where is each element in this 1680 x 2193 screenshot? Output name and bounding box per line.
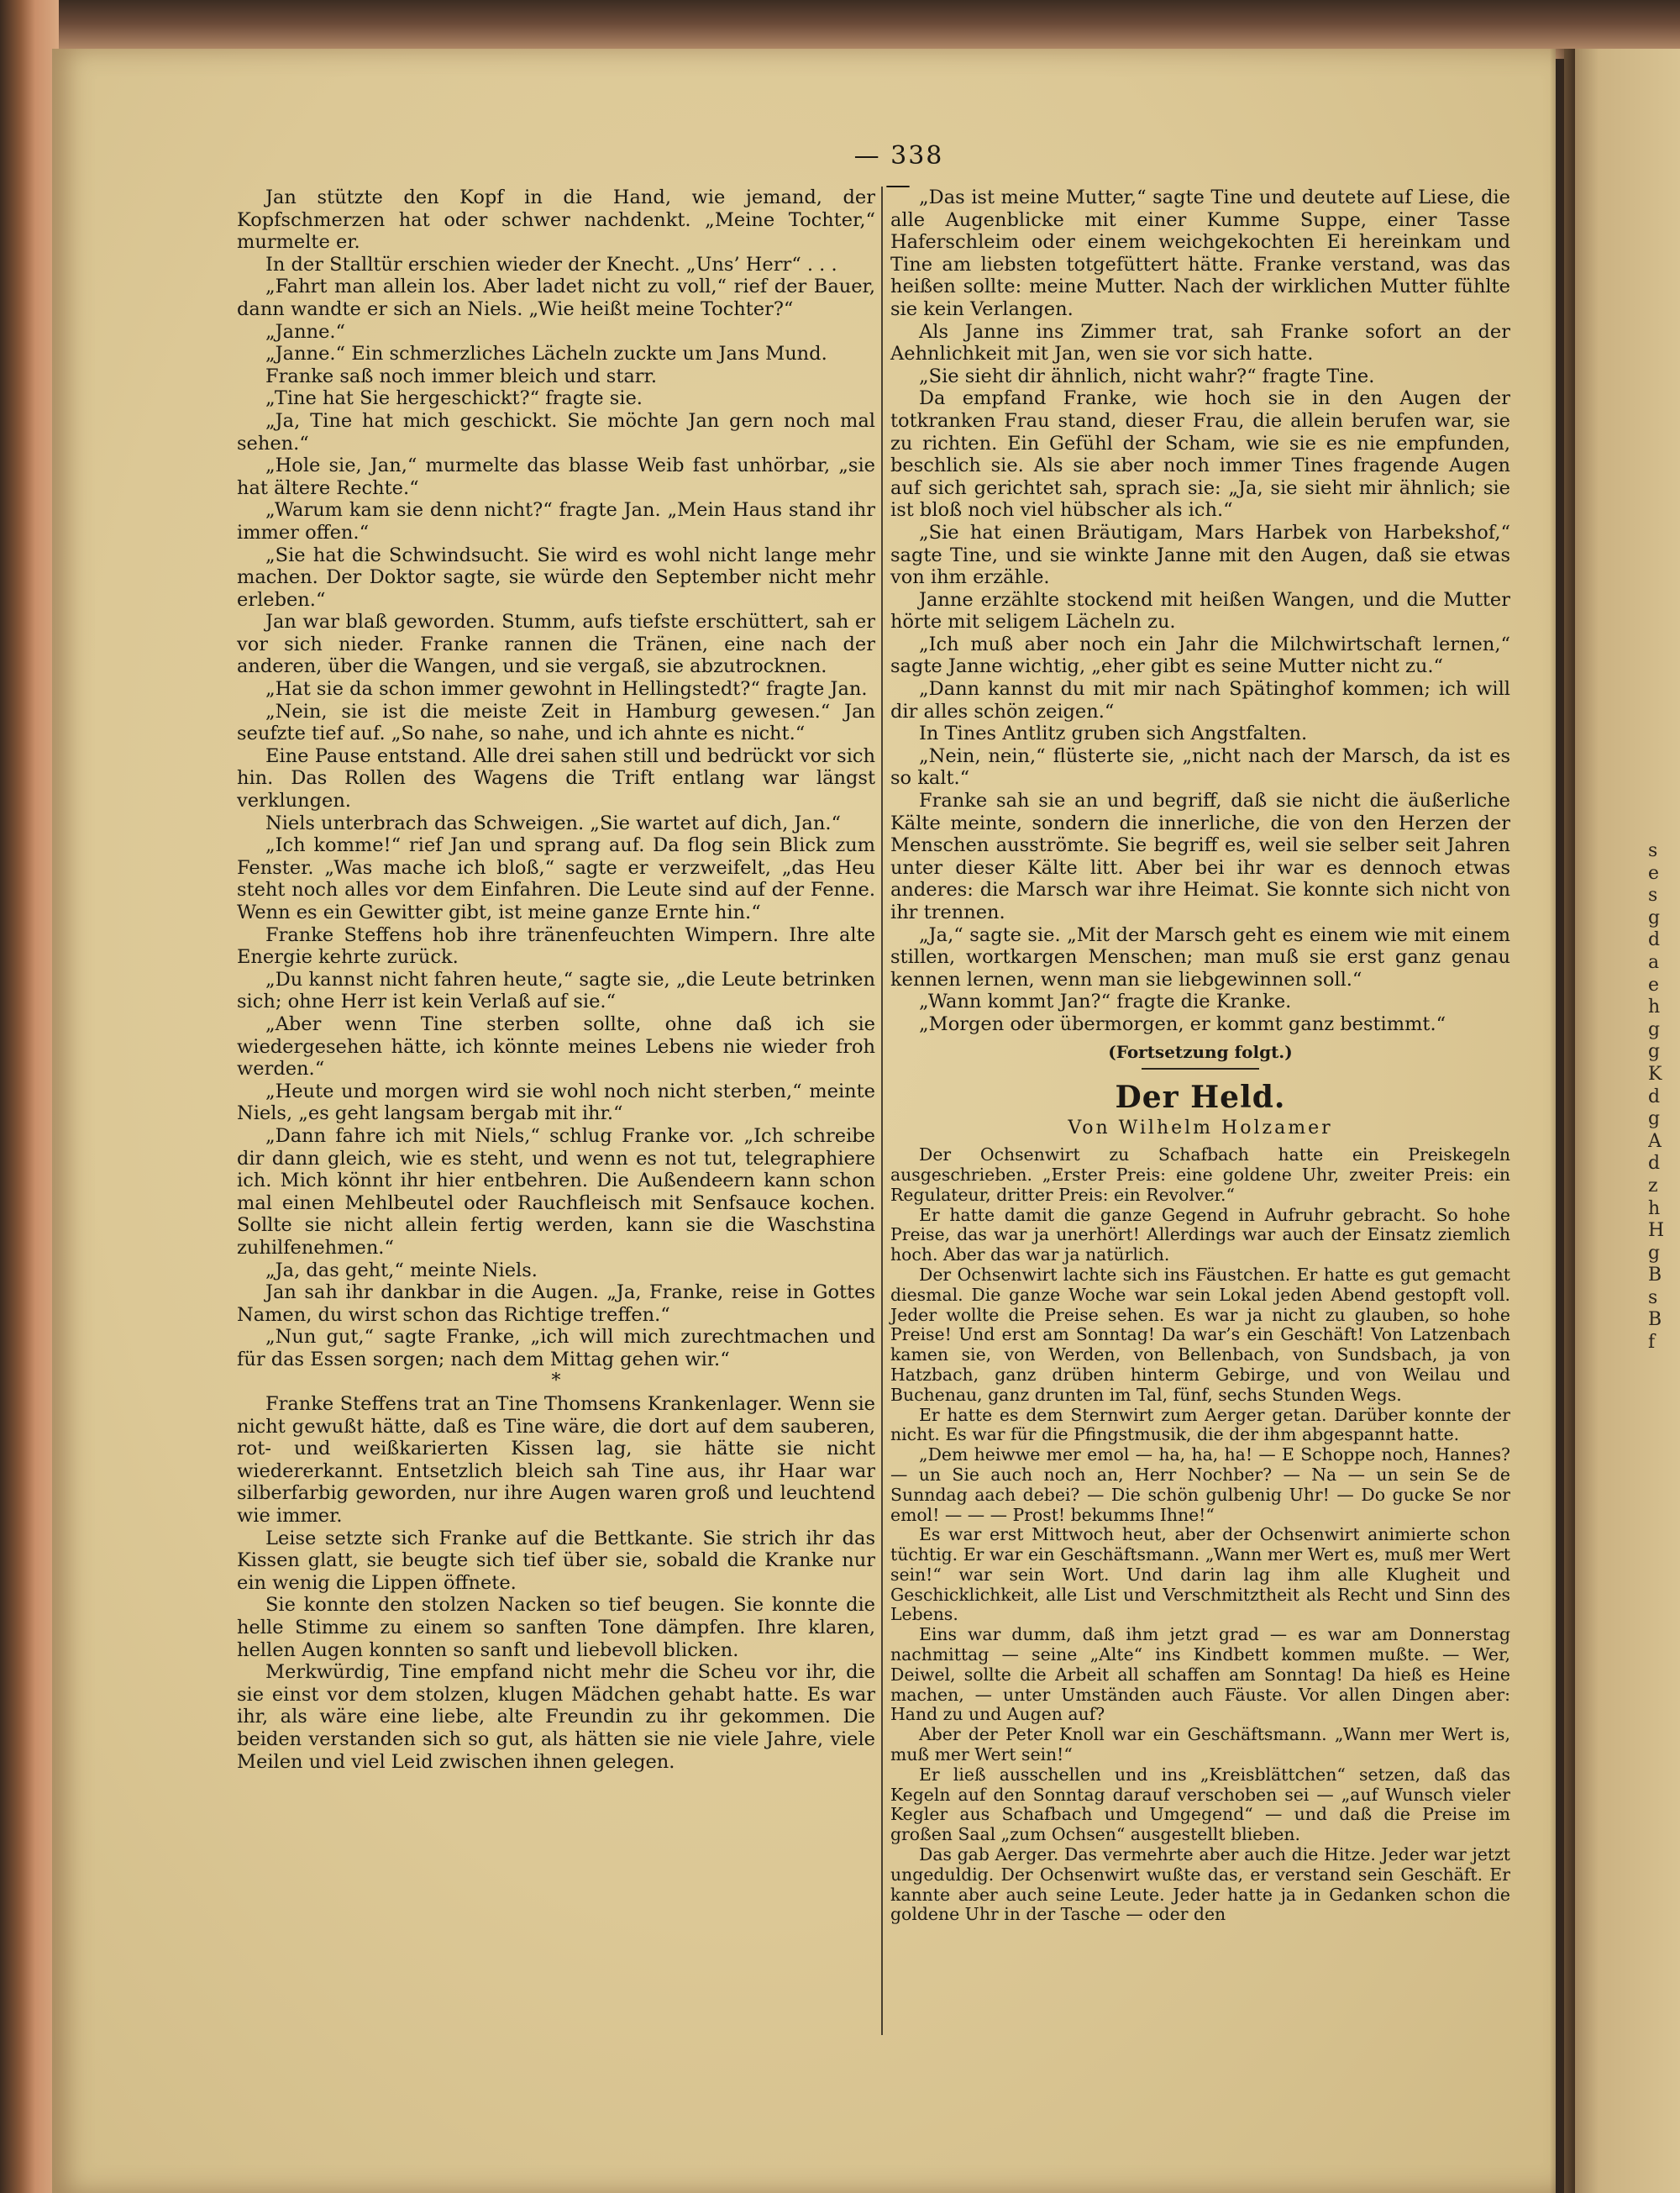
paragraph: „Hole sie, Jan,“ murmelte das blasse Weib fast unhörbar, „sie hat ältere Rechte.“ [237,455,875,499]
paragraph: Das gab Aerger. Das vermehrte aber auch die Hitze. Jeder war jetzt ungeduldig. Der Ochsenwirt wußte das, er verstand sein Geschäft. Er kannte aber auch seine Leute. Jeder hatte ja in Gedanken schon die goldene Uhr in der Tasche — oder den [890,1844,1510,1925]
serial-continuation [890,187,1510,1036]
paragraph: „Ich muß aber noch ein Jahr die Milchwirtschaft lernen,“ sagte Janne wichtig, „eher gibt es seine Mutter nicht zu.“ [890,633,1510,678]
paragraph: „Aber wenn Tine sterben sollte, ohne daß ich sie wiedergesehen hätte, ich könnte meines Lebens nie wieder froh werden.“ [237,1012,875,1081]
paragraph: Es war erst Mittwoch heut, aber der Ochsenwirt animierte schon tüchtig. Er war ein Geschäftsmann. „Wann mer Wert es, muß mer Wert sein!“ war sein Wort. Und darin lag ihm alle Klugheit und Geschicklichkeit, alle List und Verschmitztheit als Recht und Sinn des Lebens. [890,1524,1510,1625]
paragraph: „Ja,“ sagte sie. „Mit der Marsch geht es einem wie mit einem stillen, wortkargen Menschen; man muß sie erst ganz genau kennen lernen, wenn man sie liebgewinnen soll.“ [890,923,1510,991]
page-number: — 338 — [853,141,944,200]
paragraph: „Heute und morgen wird sie wohl noch nicht sterben,“ meinte Niels, „es geht langsam bergab mit ihr.“ [237,1080,875,1125]
paragraph: „Dann fahre ich mit Niels,“ schlug Franke vor. „Ich schreibe dir dann gleich, wie es steht, und wenn es not tut, telegraphiere ich. Mich könnt ihr hier entbehren. Die Außendeern kann schon mal einen Mehlbeutel oder Rauchfleisch mit Senfsauce kochen. Sollte sie nicht allein fertig werden, kann sie die Waschstina zuhilfenehmen.“ [237,1124,875,1259]
continuation-note: (Fortsetzung folgt.) [1108,1041,1293,1062]
paragraph: Da empfand Franke, wie hoch sie in den Augen der totkranken Frau stand, dieser Frau, die allein berufen war, sie zu richten. Ein Gefühl der Scham, wie sie es nie empfunden, beschlich sie. Als sie aber noch immer Tines fragende Augen auf sich gerichtet sah, sprach sie: „Ja, sie sieht mir ähnlich; sie ist bloß noch viel hübscher als ich.“ [890,387,1510,522]
edge-fragment: e [1648,974,1660,996]
paragraph: „Hat sie da schon immer gewohnt in Hellingstedt?“ fragte Jan. [265,678,868,701]
paragraph: Sie konnte den stolzen Nacken so tief beugen. Sie konnte die helle Stimme zu einem so sanften Tone dämpfen. Ihre klaren, hellen Augen konnten so sanft und liebevoll blicken. [237,1594,875,1661]
section-separator: * [551,1370,561,1392]
edge-fragment: z [1648,1175,1658,1196]
edge-fragment: g [1648,1242,1661,1264]
paragraph: „Dem heiwwe mer emol — ha, ha, ha! — E Schoppe noch, Hannes? — un Sie auch noch an, Herr Nochber? — Na — un sein Se de Sunndag aach debei? — Die schön gulbenig Uhr! — Do gucke Se nor emol! — — — Prost! bekumms Ihne!“ [890,1444,1510,1525]
edge-fragment: a [1648,951,1660,973]
paragraph: „Nein, nein,“ flüsterte sie, „nicht nach der Marsch, da ist es so kalt.“ [890,744,1510,790]
paragraph: Eine Pause entstand. Alle drei sahen still und bedrückt vor sich hin. Das Rollen des Wagens die Trift entlang war längst verklungen. [237,744,875,813]
paragraph: Eins war dumm, daß ihm jetzt grad — es war am Donnerstag nachmittag — seine „Alte“ ins Kindbett kommen mußte. — Wer, Deiwel, sollte die Arbeit all schaffen am Sonntag! Da hieß es Heine machen, — unter Umständen auch Fäuste. Vor allen Dingen aber: Hand zu und Augen auf? [890,1624,1510,1725]
paragraph: Aber der Peter Knoll war ein Geschäftsmann. „Wann mer Wert is, muß mer Wert sein!“ [890,1724,1510,1765]
paragraph: „Sie hat einen Bräutigam, Mars Harbek von Harbekshof,“ sagte Tine, und sie winkte Janne mit den Augen, daß sie etwas von ihm erzähle. [890,521,1510,589]
edge-fragment: d [1648,929,1661,951]
paragraph: „Ja, Tine hat mich geschickt. Sie möchte Jan gern noch mal sehen.“ [237,409,875,455]
paragraph: Jan stützte den Kopf in die Hand, wie jemand, der Kopfschmerzen hat oder schwer nachdenkt. „Meine Tochter,“ murmelte er. [237,187,875,254]
edge-fragment: h [1648,1197,1661,1219]
edge-fragment: g [1648,1108,1661,1130]
paragraph: „Janne.“ Ein schmerzliches Lächeln zuckte um Jans Mund. [265,343,827,366]
edge-fragment: H [1648,1220,1665,1242]
gutter-shadow [1550,49,1575,2193]
right-column [890,187,1510,1925]
paragraph: In der Stalltür erschien wieder der Knecht. „Uns’ Herr“ . . . [265,253,837,276]
paragraph: Er hatte es dem Sternwirt zum Aerger getan. Darüber konnte der nicht. Es war für die Pfingstmusik, die der ihm abgespannt hatte. [890,1404,1510,1445]
paragraph: „Sie hat die Schwindsucht. Sie wird es wohl nicht lange mehr machen. Der Doktor sagte, sie würde den September nicht mehr erleben.“ [237,544,875,611]
story-body [890,1145,1510,1925]
paragraph: „Nun gut,“ sagte Franke, „ich will mich zurechtmachen und für das Essen sorgen; nach dem Mittag gehen wir.“ [237,1326,875,1370]
paragraph: „Wann kommt Jan?“ fragte die Kranke. [919,991,1292,1013]
edge-fragment: s [1648,885,1658,907]
paragraph: „Dann kannst du mit mir nach Spätinghof kommen; ich will dir alles schön zeigen.“ [890,678,1510,723]
edge-fragment: s [1648,1286,1658,1308]
paragraph: Franke Steffens trat an Tine Thomsens Krankenlager. Wenn sie nicht gewußt hätte, daß es Tine wäre, die dort auf dem sauberen, rot- und weißkarierten Kissen lag, sie hätte sie nicht wiedererkannt. Entsetzlich bleich sah Tine aus, ihr Haar war silberfarbig geworden, nur ihre Augen waren groß und leuchtend wie immer. [237,1393,875,1528]
paragraph: Janne erzählte stockend mit heißen Wangen, und die Mutter hörte mit seligem Lächeln zu. [890,588,1510,634]
edge-fragment: f [1648,1332,1656,1354]
paragraph: „Nein, sie ist die meiste Zeit in Hamburg gewesen.“ Jan seufzte tief auf. „So nahe, so nahe, und ich ahnte es nicht.“ [237,700,875,745]
paragraph: „Ja, das geht,“ meinte Niels. [265,1259,538,1281]
paragraph: Leise setzte sich Franke auf die Bettkante. Sie strich ihr das Kissen glatt, sie beugte sich tief über sie, sobald die Kranke nur ein wenig die Lippen öffnete. [237,1527,875,1594]
paragraph: „Janne.“ [265,320,346,343]
facing-page-fragments [1648,840,1680,1849]
paragraph: Der Ochsenwirt lachte sich ins Fäustchen. Er hatte es gut gemacht diesmal. Die ganze Woche war sein Lokal jeden Abend gestopft voll. Jeder wollte die Preise sehen. Es war ja nicht zu glauben, so hohe Preise! Und erst am Sonntag! Da war’s ein Geschäft! Von Latzenbach kamen sie, von Werden, von Bellenbach, von Sundsbach, ja von Hatzbach, ganz drüben hinterm Gebirge, und von Weilau und Buchenau, ganz drunten im Tal, fünf, sechs Stunden Wegs. [890,1264,1510,1405]
story-title: Der Held. [1115,1080,1286,1116]
edge-fragment: K [1648,1063,1662,1085]
paragraph: „Du kannst nicht fahren heute,“ sagte sie, „die Leute betrinken sich; ohne Herr ist kein Verlaß auf sie.“ [237,968,875,1013]
paragraph: Merkwürdig, Tine empfand nicht mehr die Scheu vor ihr, die sie einst vor dem stolzen, klugen Mädchen gehabt hatte. Es war ihr, als wäre eine liebe, alte Freundin zu ihr gekommen. Die beiden verstanden sich so gut, als hätten sie nie viele Jahre, viele Meilen und viel Leid zwischen ihnen gelegen. [237,1661,875,1773]
paragraph: „Sie sieht dir ähnlich, nicht wahr?“ fragte Tine. [919,365,1375,387]
left-column [237,187,875,1773]
paragraph: Jan sah ihr dankbar in die Augen. „Ja, Franke, reise in Gottes Namen, du wirst schon das Richtige treffen.“ [237,1281,875,1326]
edge-fragment: g [1648,1018,1661,1040]
paragraph: Der Ochsenwirt zu Schafbach hatte ein Preiskegeln ausgeschrieben. „Erster Preis: eine goldene Uhr, zweiter Preis: ein Regulateur, dritter Preis: ein Revolver.“ [890,1144,1510,1205]
edge-fragment: d [1648,1086,1661,1107]
edge-fragment: g [1648,907,1661,928]
paragraph: Niels unterbrach das Schweigen. „Sie wartet auf dich, Jan.“ [265,812,841,834]
paragraph: „Das ist meine Mutter,“ sagte Tine und deutete auf Liese, die alle Augenblicke mit einer Kumme Suppe, einer Tasse Haferschleim oder einem weichgekochten Ei hereinkam und Tine am liebsten totgefüttert hätte. Franke verstand, was das heißen sollte: meine Mutter. Nach der wirklichen Mutter fühlte sie kein Verlangen. [890,187,1510,320]
paragraph: Jan war blaß geworden. Stumm, aufs tiefste erschüttert, sah er vor sich nieder. Franke rannen die Tränen, eine nach der anderen, über die Wangen, und sie vergaß, sie abzutrocknen. [237,611,875,678]
paragraph: Er ließ ausschellen und ins „Kreisblättchen“ setzen, daß das Kegeln auf den Sonntag darauf verschoben sei — „auf Wunsch vieler Kegler aus Schafbach und Umgegend“ — und daß die Preise im großen Saal „zum Ochsen“ ausgestellt blieben. [890,1764,1510,1845]
edge-fragment: s [1648,840,1658,861]
paragraph: In Tines Antlitz gruben sich Angstfalten. [919,723,1308,745]
story-byline: Von Wilhelm Holzamer [1068,1118,1333,1139]
paragraph: Er hatte damit die ganze Gegend in Aufruhr gebracht. So hohe Preise, das war ja unerhört! Allerdings war auch der Einsatz ziemlich hoch. Aber das war ja natürlich. [890,1204,1510,1265]
paragraph: „Tine hat Sie hergeschickt?“ fragte sie. [265,387,643,410]
paragraph: Franke sah sie an und begriff, daß sie nicht die äußerliche Kälte meinte, sondern die innerliche, die von den Herzen der Menschen ausströmte. Sie begriff es, weil sie selber seit Jahren unter dieser Kälte litt. Aber bei ihr war es dennoch etwas anderes: die Marsch war ihre Heimat. Sie konnte sich nicht von ihr trennen. [890,790,1510,923]
column-divider [881,187,883,2035]
edge-fragment: B [1648,1309,1662,1331]
edge-fragment: d [1648,1153,1661,1175]
edge-fragment: h [1648,997,1661,1018]
edge-fragment: B [1648,1265,1662,1286]
paragraph: Als Janne ins Zimmer trat, sah Franke sofort an der Aehnlichkeit mit Jan, wen sie vor sich hatte. [890,320,1510,366]
paragraph: „Ich komme!“ rief Jan und sprang auf. Da flog sein Blick zum Fenster. „Was mache ich bloß,“ sagte er verzweifelt, „das Heu steht noch alles vor dem Einfahren. Die Leute sind auf der Fenne. Wenn es ein Gewitter gibt, ist meine ganze Ernte hin.“ [237,834,875,923]
paragraph: Franke saß noch immer bleich und starr. [265,365,657,387]
paragraph: „Morgen oder übermorgen, er kommt ganz bestimmt.“ [919,1012,1446,1035]
paragraph: „Warum kam sie denn nicht?“ fragte Jan. „Mein Haus stand ihr immer offen.“ [237,499,875,544]
paragraph: Franke Steffens hob ihre tränenfeuchten Wimpern. Ihre alte Energie kehrte zurück. [237,923,875,969]
section-rule [1142,1068,1259,1070]
edge-fragment: g [1648,1041,1661,1063]
edge-fragment: A [1648,1130,1662,1152]
paragraph: „Fahrt man allein los. Aber ladet nicht zu voll,“ rief der Bauer, dann wandte er sich an Niels. „Wie heißt meine Tochter?“ [237,276,875,320]
book-spine [0,0,59,2193]
edge-fragment: e [1648,862,1660,884]
